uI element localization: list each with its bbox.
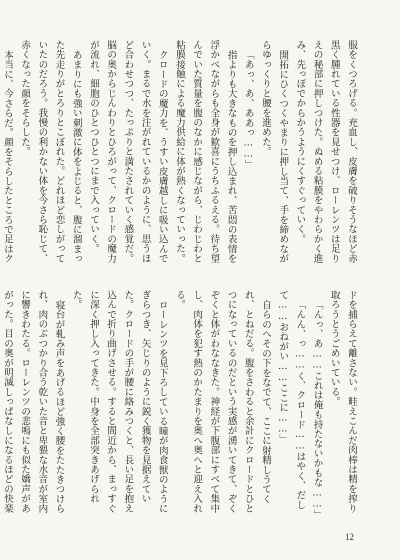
dialogue-paragraph: 「んっ、あ……これは俺も持たないかもな……」 [311, 299, 323, 519]
text-column-top [1, 40, 360, 266]
paragraph: クロードの魔力を、うすい皮膚越しに吸い込んでいく。まるで水を注がれているかのように、思うほど合わせつつ、たっぷりと満たされていく感覚だ。脳の奥からじんわりとひろがって、クロードの魔力が流れ、細胞のひとつひとつにまで入っていく。 [87, 40, 168, 264]
paragraph: 自らのへその下をなでて、ここに射精しうてくれ、とねだる。腹をさわると余計にクロードとひとつになっているのだという実感が湧いてきて、ぞくぞくと体がわななきた。神経が下腹部にすべて集中し、肉体を犯す熱のかたまりを奥へ奥へと迎え入れる。 [173, 290, 271, 514]
page-number: 12 [345, 532, 354, 542]
paragraph: 服をくつろげる。充血し、皮膚を破りそうなほど赤黒く腫れている性器を見せつけ、ローレンツは足りえの秘部に押しつけた。ぬめる粘膜をやわらかく進み、先っぽでからかうようにくすぐっていく。 [294, 40, 357, 264]
paragraph: ドを捕らえて離さない。畦えこんだ肉棒は精を搾り取ろうとうごめいている。 [328, 290, 357, 514]
paragraph: ローレンツを見下ろしている瞳が肉食獣のようにぎらつき、矢じりのように鋭く獲物を見据えていた。クロードの手が腰に絡みつくと、長い足を抱え込んで折り曲げさせる。すると間近から、まっすぐに深く押し入ってきた。中身を全部突きあげられた。 [70, 290, 168, 514]
paragraph: 開拓にひくつくやまりに押し当て、手を締めながらゆっくりと腰を進めた。 [259, 40, 289, 263]
paragraph: 本当に、今さらだ。顔をそらしたところで足はク [1, 49, 13, 263]
dialogue-paragraph: 「んん、っ……く、クロード……はやく、だして……おねがい……ここに……」 [277, 290, 306, 510]
text-column-bottom [1, 290, 360, 519]
paragraph: あまりにも強い刺激に体をよじると、腹に溜まった先走りがとろりとこぼれた。どれほど恋しがっていたのだろう。我慢の利かない体を今さら恥じて、赤くなった顔をそらした。 [19, 40, 82, 264]
paragraph: 指よりも大きなものを押し込まれ、苦悶の表情を浮かべながらも全身が歓喜にうちふるえる。待ち望んでいた質量を腹のなかに感じながら、じわじわと粘膜接触による魔力供給に体が熱くなっていった。 [173, 40, 237, 264]
paragraph: 寝台が軋み声をあげるほど強く腰をたたきつけられ、肉のぶつかり合う乾いた音と卑猥な水音が室内に響きわたる。ローレンツの悲鳴にも似た嬌声があがった。目の奥が明滅しっぱなしになるほどの快楽 [1, 290, 65, 514]
dialogue-paragraph: 「あっ、あ、ああっ……」 [242, 49, 254, 169]
